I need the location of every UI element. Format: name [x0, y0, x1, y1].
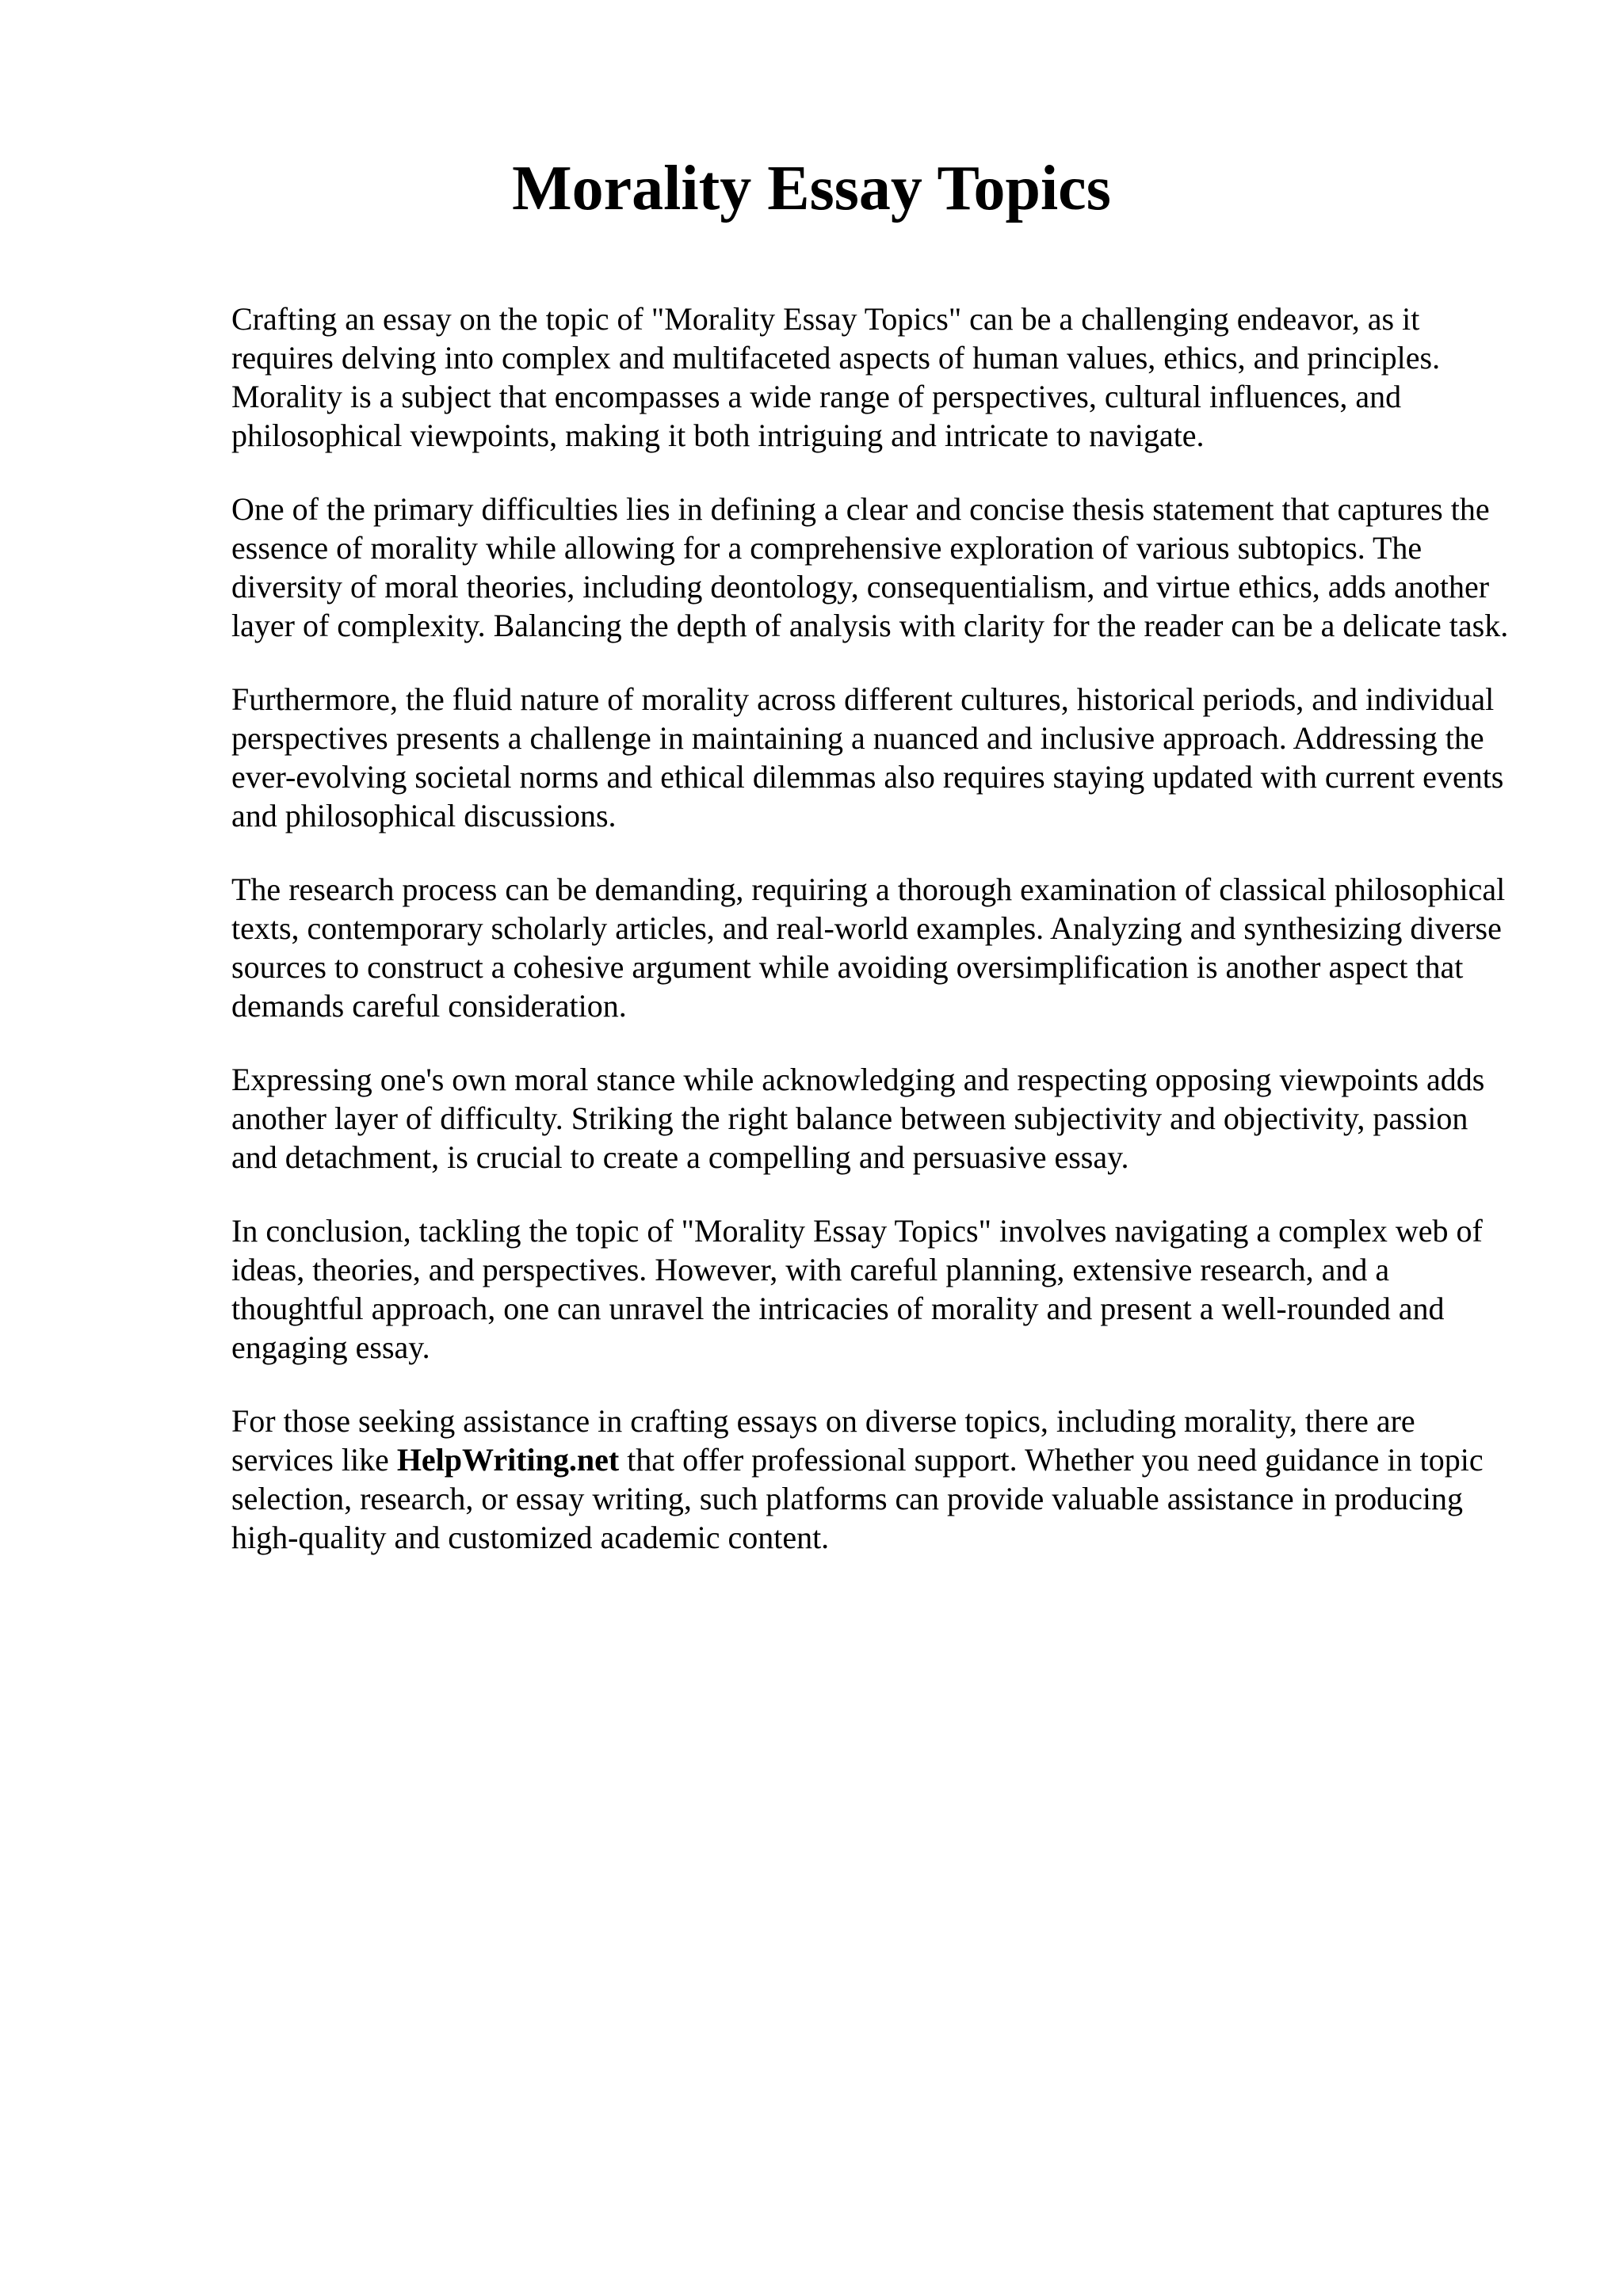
paragraph-7 — [231, 1402, 1515, 1557]
paragraph-3: Furthermore, the fluid nature of morality across different cultures, historical periods, and individual perspectives presents a challenge in maintaining a nuanced and inclusive approach. Addressing the ever-evolving societal norms and ethical dilemmas also requires staying updated with current events and philosophical discussions. — [231, 681, 1504, 833]
paragraph-7-rest: that offer professional support. Whether you need guidance in topic selection, research, or essay writing, such platforms can provide valuable assistance in producing high-quality and customized academic content. — [231, 1442, 1484, 1555]
paragraph-5: Expressing one's own moral stance while acknowledging and respecting opposing viewpoints adds another layer of difficulty. Striking the right balance between subjectivity and objectivity, passion and detachment, is crucial to create a compelling and persuasive essay. — [231, 1062, 1485, 1175]
document-body — [231, 299, 1515, 1592]
paragraph-6: In conclusion, tackling the topic of "Morality Essay Topics" involves navigating a complex web of ideas, theories, and perspectives. However, with careful planning, extensive research, and a thoughtful approach, one can unravel the intricacies of morality and present a well-rounded and engaging essay. — [231, 1213, 1483, 1365]
paragraph-1: Crafting an essay on the topic of "Morality Essay Topics" can be a challenging endeavor, as it requires delving into complex and multifaceted aspects of human values, ethics, and principles. Morality is a subject that encompasses a wide range of perspectives, cultural influences, and philosophical viewpoints, making it both intriguing and intricate to navigate. — [231, 301, 1441, 453]
paragraph-2: One of the primary difficulties lies in defining a clear and concise thesis statement that captures the essence of morality while allowing for a comprehensive exploration of various subtopics. The diversity of moral theories, including deontology, consequentialism, and virtue ethics, adds another layer of complexity. Balancing the depth of analysis with clarity for the reader can be a delicate task. — [231, 491, 1509, 643]
paragraph-4: The research process can be demanding, requiring a thorough examination of classical philosophical texts, contemporary scholarly articles, and real-world examples. Analyzing and synthesizing diverse sources to construct a cohesive argument while avoiding oversimplification is another aspect that demands careful consideration. — [231, 871, 1506, 1024]
paragraph-7-intro: For those seeking assistance in crafting essays on diverse topics, including morality, there are services like — [231, 1403, 1415, 1478]
brand-name: HelpWriting.net — [396, 1442, 620, 1478]
document-title: Morality Essay Topics — [512, 154, 1111, 223]
